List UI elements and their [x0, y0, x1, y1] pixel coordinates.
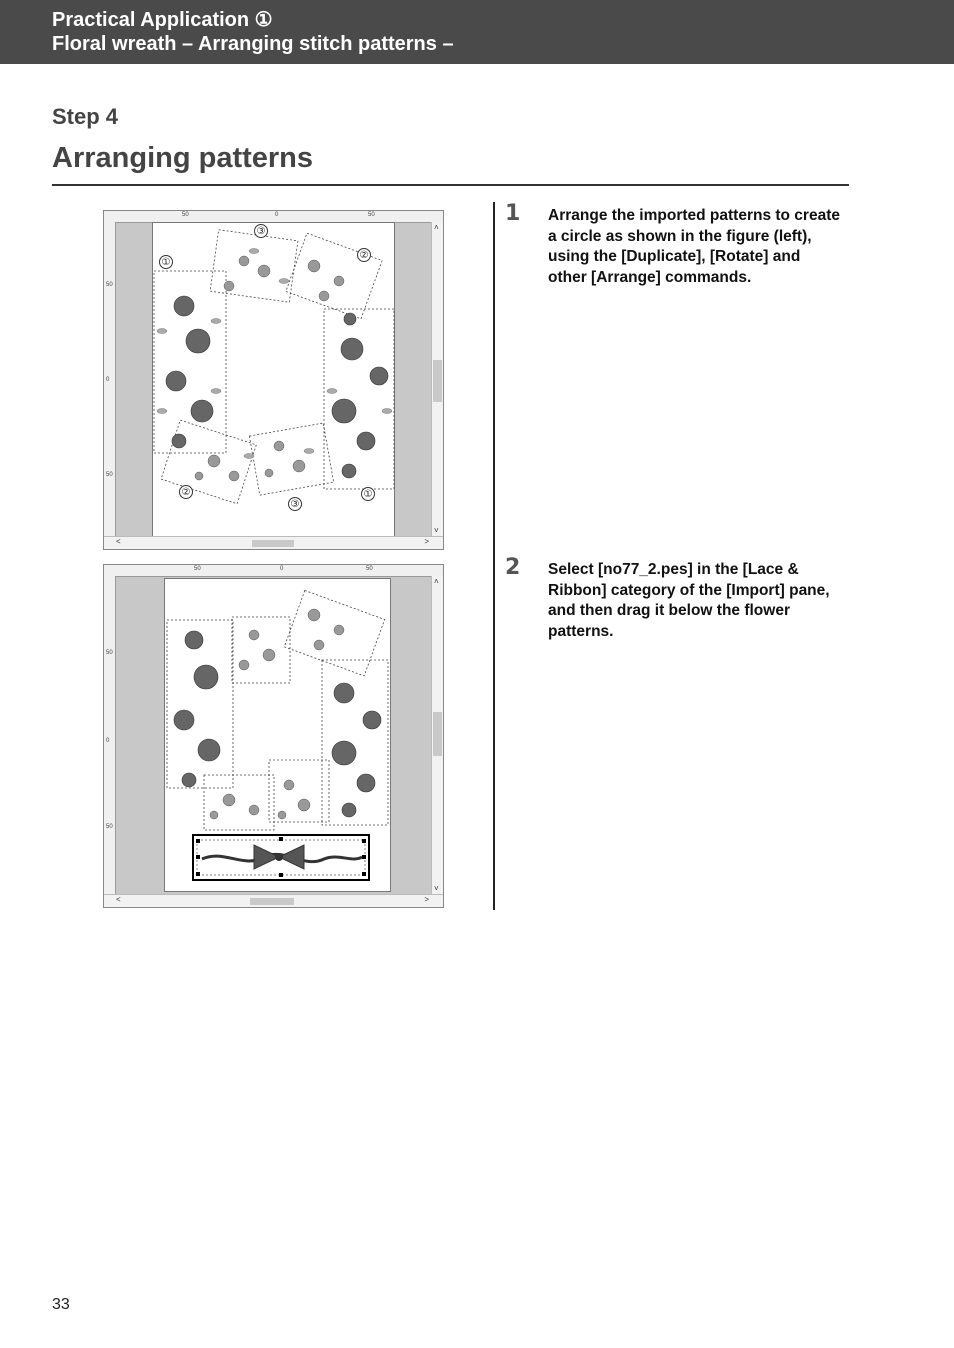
step-2-text: Select [no77_2.pes] in the [Lace & Ribbon] category of the [Import] pane, and then drag it below the flower patterns. [548, 561, 830, 640]
scroll-thumb[interactable] [252, 540, 294, 547]
header-banner [0, 0, 954, 64]
ruler-tick: 50 [366, 566, 373, 572]
step-label: Step 4 [52, 104, 119, 129]
ruler-tick: 50 [106, 824, 113, 830]
callout-2-bottom-left: ② [179, 485, 193, 499]
ruler-tick: 50 [182, 212, 189, 218]
step-1-number: 1 [505, 201, 521, 226]
callout-2-top-right: ② [357, 248, 371, 262]
figure-2-screenshot [103, 564, 444, 908]
callout-1-bottom-right: ① [361, 487, 375, 501]
horizontal-scrollbar[interactable] [104, 536, 443, 549]
scroll-thumb[interactable] [250, 898, 294, 905]
header-line-1: Practical Application ① [52, 9, 273, 31]
ruler-tick: 50 [368, 212, 375, 218]
ruler-tick: 50 [106, 282, 113, 288]
scroll-right-arrow[interactable]: > [424, 537, 429, 546]
ruler-tick: 50 [106, 650, 113, 656]
wreath-illustration [104, 211, 444, 550]
header-line-2: Floral wreath – Arranging stitch patterns – [52, 33, 454, 55]
scroll-up-arrow[interactable]: ˄ [434, 223, 439, 232]
horizontal-scrollbar[interactable] [104, 894, 443, 907]
ruler-tick: 0 [275, 212, 279, 218]
scroll-left-arrow[interactable]: < [116, 895, 121, 904]
callout-1-top-left: ① [159, 255, 173, 269]
figure-1-screenshot [103, 210, 444, 550]
wreath-with-ribbon-illustration [104, 565, 444, 908]
step-1-text: Arrange the imported patterns to create a circle as shown in the figure (left), using the [Duplicate], [Rotate] and other [Arrange] commands. [548, 207, 840, 286]
scroll-down-arrow[interactable]: ˅ [434, 526, 439, 535]
callout-3-bottom: ③ [288, 497, 302, 511]
ruler-tick: 50 [194, 566, 201, 572]
column-divider [493, 202, 495, 910]
ruler-tick: 0 [106, 738, 110, 744]
step-2-number: 2 [505, 555, 521, 580]
title-divider [52, 184, 849, 186]
ruler-tick: 50 [106, 472, 113, 478]
scroll-down-arrow[interactable]: ˅ [434, 884, 439, 893]
ruler-tick: 0 [280, 566, 284, 572]
scroll-thumb[interactable] [433, 712, 442, 756]
scroll-left-arrow[interactable]: < [116, 537, 121, 546]
scroll-thumb[interactable] [433, 360, 442, 402]
ruler-tick: 0 [106, 377, 110, 383]
vertical-scrollbar[interactable] [431, 576, 443, 895]
scroll-up-arrow[interactable]: ˄ [434, 577, 439, 586]
page-number: 33 [52, 1296, 70, 1313]
page-title: Arranging patterns [52, 142, 314, 174]
callout-3-top: ③ [254, 224, 268, 238]
scroll-right-arrow[interactable]: > [424, 895, 429, 904]
vertical-scrollbar[interactable] [431, 222, 443, 537]
